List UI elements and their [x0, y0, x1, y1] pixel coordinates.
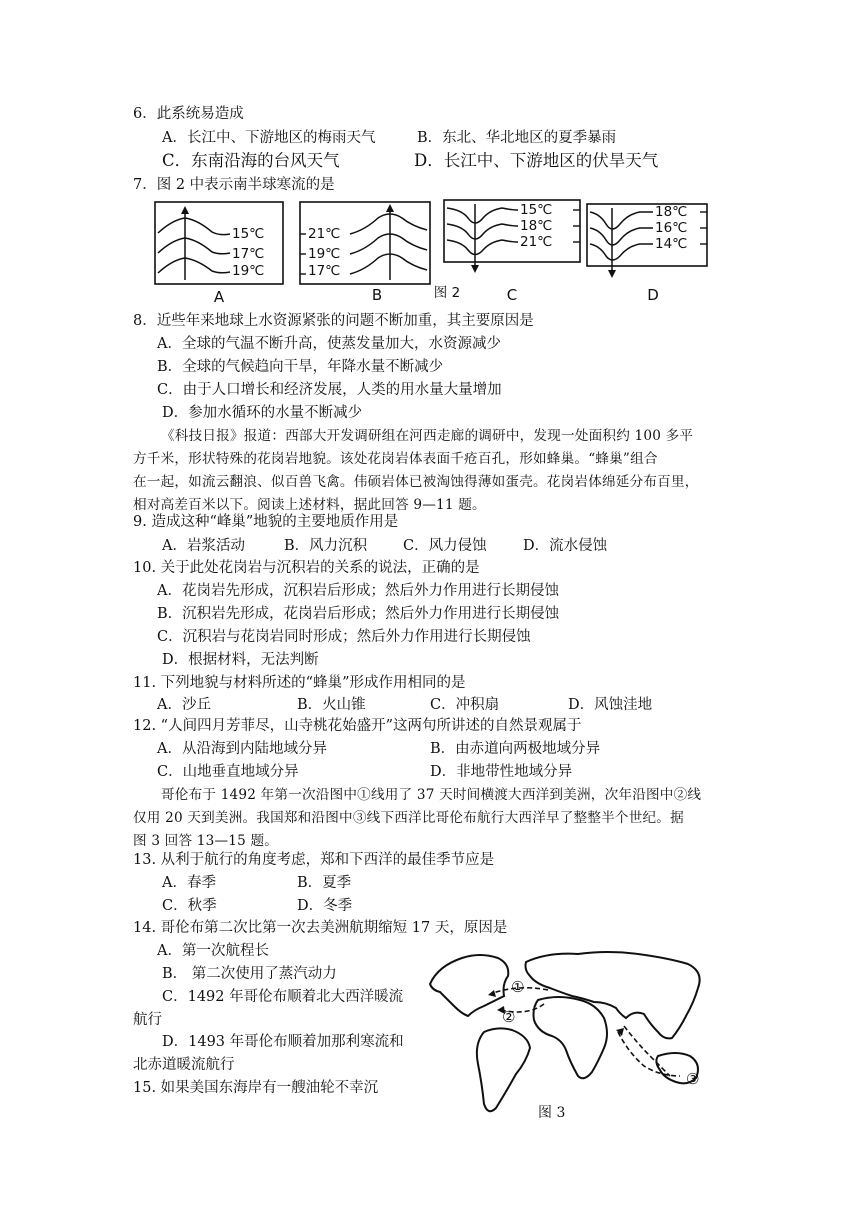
panel-a — [155, 202, 283, 284]
panel-b-iso-1: 21℃ — [308, 226, 341, 242]
panel-b-isoline-2 — [350, 234, 427, 254]
q6-option-a: A．长江中、下游地区的梅雨天气 — [162, 130, 376, 146]
figure-3-caption: 图 3 — [538, 1105, 566, 1121]
q13-option-d: D．冬季 — [297, 898, 353, 914]
route-3-line — [624, 1026, 670, 1076]
q12-stem: 12. “人间四月芳菲尽，山寺桃花始盛开”这两句所讲述的自然景观属于 — [133, 718, 582, 734]
panel-d-isoline-1 — [590, 212, 653, 229]
panel-d-iso-2: 16℃ — [655, 220, 688, 236]
q9-option-c: C．风力侵蚀 — [403, 538, 487, 554]
q7-stem: 7．图 2 中表示南半球寒流的是 — [133, 177, 335, 193]
q8-option-d: D．参加水循环的水量不断减少 — [162, 405, 363, 421]
q9-option-b: B．风力沉积 — [284, 538, 368, 554]
panel-d-isoline-3 — [590, 244, 653, 260]
panel-c-iso-1: 15℃ — [520, 202, 553, 218]
panel-b — [300, 202, 430, 284]
q10-option-b: B．沉积岩先形成，花岗岩后形成；然后外力作用进行长期侵蚀 — [157, 606, 560, 622]
panel-d-iso-1: 18℃ — [655, 204, 688, 220]
q12-option-c: C．山地垂直地域分异 — [157, 764, 299, 780]
panel-b-letter: B — [371, 286, 383, 304]
route-1-marker: ① — [511, 978, 525, 996]
q14-option-c-cont: 航行 — [133, 1012, 162, 1028]
q12-option-b: B．由赤道向两极地域分异 — [430, 741, 601, 757]
figure-2-caption: 图 2 — [433, 285, 461, 301]
passage-1-line-2: 方千米，形状特殊的花岗岩地貌。该处花岗岩体表面千疮百孔，形如蜂巢。“蜂巢”组合 — [133, 451, 658, 467]
q14-option-c: C．1492 年哥伦布顺着北大西洋暖流 — [162, 989, 404, 1005]
africa-outline — [534, 997, 608, 1078]
q6-option-c: C．东南沿海的台风天气 — [162, 151, 340, 170]
south-america-outline — [477, 1028, 530, 1111]
q14-option-b: B． 第二次使用了蒸汽动力 — [162, 966, 337, 982]
eurasia-outline — [526, 952, 700, 1038]
panel-a-isoline-2 — [158, 238, 230, 254]
q12-option-d: D．非地带性地域分异 — [430, 764, 573, 780]
passage-1-line-4: 相对高差百米以下。阅读上述材料，据此回答 9—11 题。 — [133, 497, 486, 513]
q10-option-d: D．根据材料，无法判断 — [162, 652, 319, 668]
q13-stem: 13. 从利于航行的角度考虑，郑和下西洋的最佳季节应是 — [133, 852, 495, 868]
q11-option-a: A．沙丘 — [157, 697, 211, 713]
q10-option-a: A．花岗岩先形成，沉积岩后形成；然后外力作用进行长期侵蚀 — [157, 583, 559, 599]
panel-c-isoline-1 — [447, 208, 518, 223]
q11-option-b: B．火山锥 — [297, 697, 366, 713]
panel-b-isoline-3 — [350, 254, 427, 274]
q8-option-c: C．由于人口增长和经济发展，人类的用水量大量增加 — [157, 382, 502, 398]
q14-option-d: D．1493 年哥伦布顺着加那利寒流和 — [162, 1034, 404, 1050]
passage-2-line-1: 哥伦布于 1492 年第一次沿图中①线用了 37 天时间横渡大西洋到美洲，次年沿图中②线 — [161, 787, 702, 803]
q8-option-b: B．全球的气候趋向干旱，年降水量不断减少 — [157, 359, 444, 375]
panel-c-letter: C — [506, 286, 518, 304]
panel-c-iso-2: 18℃ — [520, 218, 553, 234]
q14-option-d-cont: 北赤道暖流航行 — [133, 1057, 235, 1073]
figure-2-current-diagrams — [150, 196, 710, 306]
q10-stem: 10. 关于此处花岗岩与沉积岩的关系的说法，正确的是 — [133, 560, 480, 576]
panel-b-isoline-1 — [350, 214, 427, 234]
passage-1-line-1: 《科技日报》报道：西部大开发调研组在河西走廊的调研中，发现一处面积约 100 多平 — [161, 428, 694, 444]
panel-d-frame — [587, 204, 707, 266]
panel-a-iso-3: 19℃ — [232, 263, 265, 279]
panel-a-isoline-3 — [158, 258, 230, 273]
panel-a-isoline-1 — [158, 218, 230, 235]
q9-option-a: A．岩浆活动 — [162, 538, 245, 554]
passage-2-line-3: 图 3 回答 13—15 题。 — [133, 833, 279, 849]
panel-c-iso-3: 21℃ — [520, 234, 553, 250]
panel-b-iso-3: 17℃ — [308, 263, 341, 279]
q9-stem: 9. 造成这种“峰巢”地貌的主要地质作用是 — [133, 514, 399, 530]
passage-1-line-3: 在一起，如流云翻浪、似百兽飞禽。伟硕岩体已被淘蚀得薄如蛋壳。花岗岩体绵延分布百里， — [133, 474, 699, 490]
q9-option-d: D．流水侵蚀 — [523, 538, 608, 554]
q12-option-a: A．从沿海到内陆地域分异 — [157, 741, 327, 757]
panel-d-letter: D — [647, 286, 659, 304]
panel-d-iso-3: 14℃ — [655, 236, 688, 252]
q8-stem: 8．近些年来地球上水资源紧张的问题不断加重，其主要原因是 — [133, 313, 534, 329]
panel-b-iso-2: 19℃ — [308, 246, 341, 262]
panel-a-iso-1: 15℃ — [232, 226, 265, 242]
panel-d-isoline-2 — [590, 228, 653, 245]
q11-option-c: C．冲积扇 — [430, 697, 500, 713]
q6-option-d: D．长江中、下游地区的伏旱天气 — [414, 151, 659, 170]
q6-stem: 6．此系统易造成 — [133, 106, 244, 122]
q13-option-a: A．春季 — [162, 875, 216, 891]
q14-stem: 14. 哥伦布第二次比第一次去美洲航期缩短 17 天，原因是 — [133, 920, 508, 936]
q14-option-a: A．第一次航程长 — [157, 943, 269, 959]
north-america-outline — [430, 955, 508, 1016]
panel-a-iso-2: 17℃ — [232, 246, 265, 262]
panel-c — [444, 200, 580, 269]
q8-option-a: A．全球的气温不断升高，使蒸发量加大，水资源减少 — [157, 336, 501, 352]
q10-option-c: C．沉积岩与花岗岩同时形成；然后外力作用进行长期侵蚀 — [157, 629, 531, 645]
route-3-marker: ③ — [686, 1070, 700, 1088]
route-1-arrowhead — [488, 990, 496, 997]
panel-a-letter: A — [213, 288, 225, 306]
figure-3-route-map — [418, 944, 720, 1126]
panel-c-isoline-3 — [447, 240, 518, 255]
q15-stem: 15. 如果美国东海岸有一艘油轮不幸沉 — [133, 1080, 379, 1096]
panel-d — [587, 204, 707, 274]
q11-stem: 11. 下列地貌与材料所述的“蜂巢”形成作用相同的是 — [133, 675, 466, 691]
passage-2-line-2: 仅用 20 天到美洲。我国郑和沿图中③线下西洋比哥伦布航行大西洋早了整整半个世纪。据 — [133, 810, 684, 826]
q13-option-c: C．秋季 — [162, 898, 217, 914]
route-2-marker: ② — [502, 1008, 516, 1026]
q11-option-d: D．风蚀洼地 — [568, 697, 653, 713]
panel-c-isoline-2 — [447, 224, 518, 239]
q13-option-b: B．夏季 — [297, 875, 352, 891]
q6-option-b: B．东北、华北地区的夏季暴雨 — [417, 130, 617, 146]
